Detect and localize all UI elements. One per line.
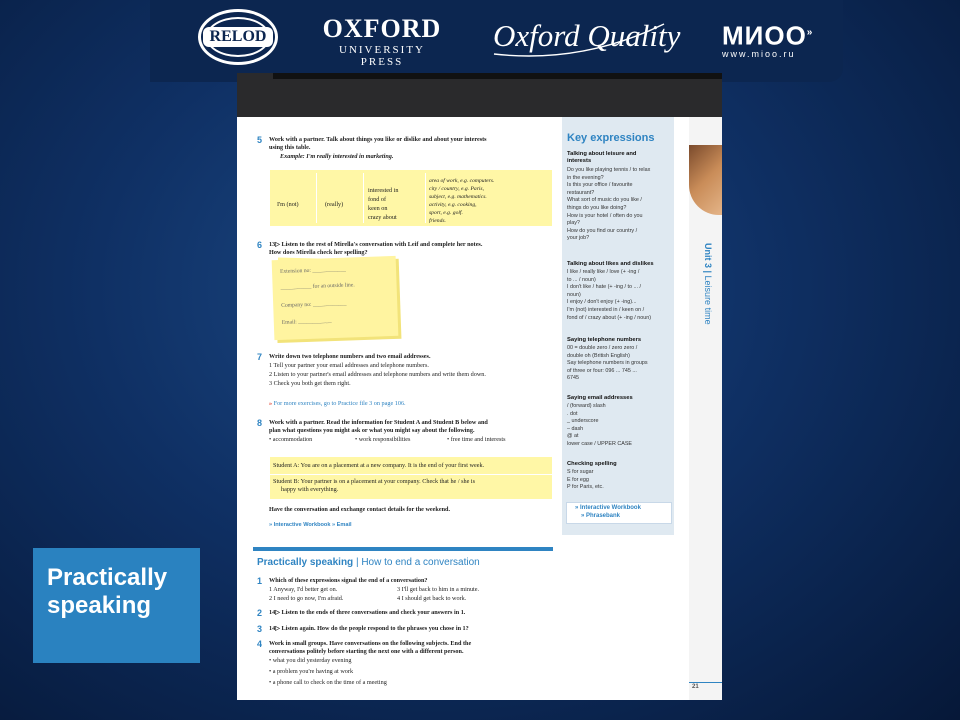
- exercise-7-number: 7: [257, 352, 263, 362]
- ps-question-2: 14▷ Listen to the ends of three conversations and check your answers in 1.: [269, 609, 466, 616]
- practice-file-link[interactable]: » For more exercises, go to Practice file 3 on page 106.: [269, 400, 406, 407]
- sidebar-heading-4: Saying email addresses: [567, 395, 633, 401]
- table-topic-5: sport, e.g. golf.: [429, 210, 463, 216]
- banner-line-1: Practically: [47, 564, 168, 591]
- exercise-5-instruction-2: using this table.: [269, 144, 311, 151]
- mioo-logo-sub: www.mioo.ru: [722, 48, 796, 59]
- ps-q4-bullet-1: • what you did yesterday evening: [269, 657, 352, 664]
- ps-q4-bullet-3: • a phone call to check on the time of a meeting: [269, 679, 387, 686]
- bullet-accommodation: • accommodation: [269, 436, 313, 443]
- unit-label: Unit 3 | Leisure time: [703, 243, 713, 325]
- practically-speaking-title: Practically speaking | How to end a conversation: [257, 557, 480, 568]
- exercise-6-instruction-2: How does Mirella check her spelling?: [269, 249, 368, 256]
- sidebar-text-5: S for sugar E for egg P for Paris, etc.: [567, 469, 604, 491]
- ps-q2-number: 2: [257, 608, 263, 618]
- sidebar-heading-5: Checking spelling: [567, 461, 617, 467]
- student-b-role-2: happy with everything.: [281, 486, 339, 493]
- ps-q1-option-2: 2 I need to go now, I'm afraid.: [269, 595, 344, 602]
- key-expressions-title: Key expressions: [567, 132, 655, 144]
- exercise-8-conclusion: Have the conversation and exchange contact details for the weekend.: [269, 506, 451, 513]
- ps-q1-number: 1: [257, 576, 263, 586]
- unit-topic: Leisure time: [703, 275, 713, 325]
- table-topic-6: friends.: [429, 218, 446, 224]
- relod-logo-text: RELOD: [203, 27, 273, 47]
- sidebar-text-1: Do you like playing tennis / to relax in the evening? Is this your office / favourite restaurant? What sort of music do you like / things do you like doing? How is your hotel / often do you play? How do you find our country / your job?: [567, 167, 651, 242]
- page-number: 21: [692, 684, 699, 690]
- exercise-8-number: 8: [257, 418, 263, 428]
- exercise-7-step-1: 1 Tell your partner your email addresses and telephone numbers.: [269, 362, 429, 369]
- exercise-7-step-2: 2 Listen to your partner's email addresses and telephone numbers and write them down.: [269, 371, 486, 378]
- exercise-7-step-3: 3 Check you both get them right.: [269, 380, 351, 387]
- ps-q3-number: 3: [257, 624, 263, 634]
- sidebar-heading-3: Saying telephone numbers: [567, 337, 642, 343]
- textbook-page: [237, 73, 722, 700]
- ps-q1-option-4: 4 I should get back to work.: [397, 595, 467, 602]
- table-col-interest-3: keen on: [368, 205, 388, 212]
- relod-logo: [198, 9, 278, 65]
- ps-q1-option-3: 3 I'll get back to him in a minute.: [397, 586, 480, 593]
- ps-q4-number: 4: [257, 639, 263, 649]
- note-company: Company no: ____________: [281, 300, 347, 309]
- ps-question-4: Work in small groups. Have conversations on the following subjects. End the: [269, 640, 472, 647]
- exercise-8-instruction-2: plan what questions you might ask or what you might say about the following.: [269, 427, 475, 434]
- exercise-7-instruction: Write down two telephone numbers and two email addresses.: [269, 353, 431, 360]
- practically-speaking-banner: [33, 548, 200, 663]
- sidebar-heading-2: Talking about likes and dislikes: [567, 261, 654, 267]
- sidebar-heading-1: Talking about leisure and interests: [567, 151, 637, 165]
- oxford-quality-logo: Oxford Quality: [493, 18, 681, 53]
- ps-question-1: Which of these expressions signal the end of a conversation?: [269, 577, 428, 584]
- sidebar-text-4: / (forward) slash . dot _ underscore – dash @ at lower case / UPPER CASE: [567, 403, 633, 447]
- note-extension: Extension no: ____________: [279, 266, 347, 275]
- table-topic-4: activity, e.g. cooking,: [429, 202, 477, 208]
- mioo-logo: МИОО» www.mioo.ru: [722, 20, 814, 59]
- table-topic-3: subject, e.g. mathematics.: [429, 194, 487, 200]
- student-b-role: Student B: Your partner is on a placement at your company. Check that he / she is: [273, 478, 476, 485]
- table-col-interest-4: crazy about: [368, 214, 397, 221]
- exercise-6-number: 6: [257, 240, 263, 250]
- exercise-5-number: 5: [257, 135, 263, 145]
- table-topic-1: area of work, e.g. computers.: [429, 178, 495, 184]
- ps-question-3: 14▷ Listen again. How do the people respond to the phrases you chose in 1?: [269, 625, 469, 632]
- interactive-workbook-email-link[interactable]: » Interactive Workbook » Email: [269, 522, 352, 528]
- banner-line-2: speaking: [47, 592, 152, 619]
- bullet-free-time: • free time and interests: [447, 436, 506, 443]
- exercise-5-example: Example: I'm really interested in marketing.: [280, 153, 394, 160]
- exercise-8-instruction: Work with a partner. Read the information for Student A and Student B below and: [269, 419, 488, 426]
- ps-q4-bullet-2: • a problem you're having at work: [269, 668, 354, 675]
- sidebar-workbook-box[interactable]: [566, 502, 672, 524]
- student-a-role: Student A: You are on a placement at a new company. It is the end of your first week.: [273, 462, 485, 469]
- exercise-5-instruction: Work with a partner. Talk about things you like or dislike and about your interests: [269, 136, 487, 143]
- banner-text: [47, 564, 167, 620]
- note-email: Email: ____________: [281, 318, 332, 326]
- sidebar-workbook-link[interactable]: » Interactive Workbook: [575, 505, 641, 511]
- table-topic-2: city / country, e.g. Paris,: [429, 186, 484, 192]
- page-number-rule: [689, 682, 722, 683]
- ps-q1-option-1: 1 Anyway, I'd better get on.: [269, 586, 338, 593]
- ps-question-4-line-2: conversations politely before starting the next one with a different person.: [269, 648, 464, 655]
- bullet-work-responsibilities: • work responsibilities: [355, 436, 411, 443]
- sidebar-text-3: 00 = double zero / zero zero / double oh (British English) Say telephone numbers in groups of three or four: 096 ... 745 ... 6745: [567, 345, 648, 382]
- mioo-logo-main: МИОО: [722, 20, 807, 51]
- table-col-really: (really): [325, 201, 344, 208]
- sidebar-phrasebank-link[interactable]: » Phrasebank: [581, 513, 621, 519]
- table-col-interest-2: fond of: [368, 196, 387, 203]
- exercise-6-instruction: 13▷ Listen to the rest of Mirella's conversation with Leif and complete her notes.: [269, 241, 483, 248]
- page-top-band: [237, 73, 722, 117]
- table-col-interest-1: interested in: [368, 187, 399, 194]
- table-col-im-not: I'm (not): [277, 201, 299, 208]
- practically-speaking-bar: [253, 547, 553, 551]
- note-outside-line: ___________ for an outside line.: [280, 282, 355, 291]
- oxford-logo: [322, 16, 442, 68]
- expression-table: [270, 170, 552, 226]
- sidebar-text-2: I like / really like / love (+ -ing / to ... / noun) I don't like / hate (+ -ing / to ... / noun) I enjoy / don't enjoy (+ -ing)... I'm (not) interested in / keen on / fond of / crazy about (+ -ing / noun): [567, 269, 652, 321]
- oxford-logo-sub: UNIVERSITY PRESS: [339, 44, 425, 68]
- oxford-logo-main: OXFORD: [322, 14, 442, 43]
- sticky-note: [272, 256, 399, 340]
